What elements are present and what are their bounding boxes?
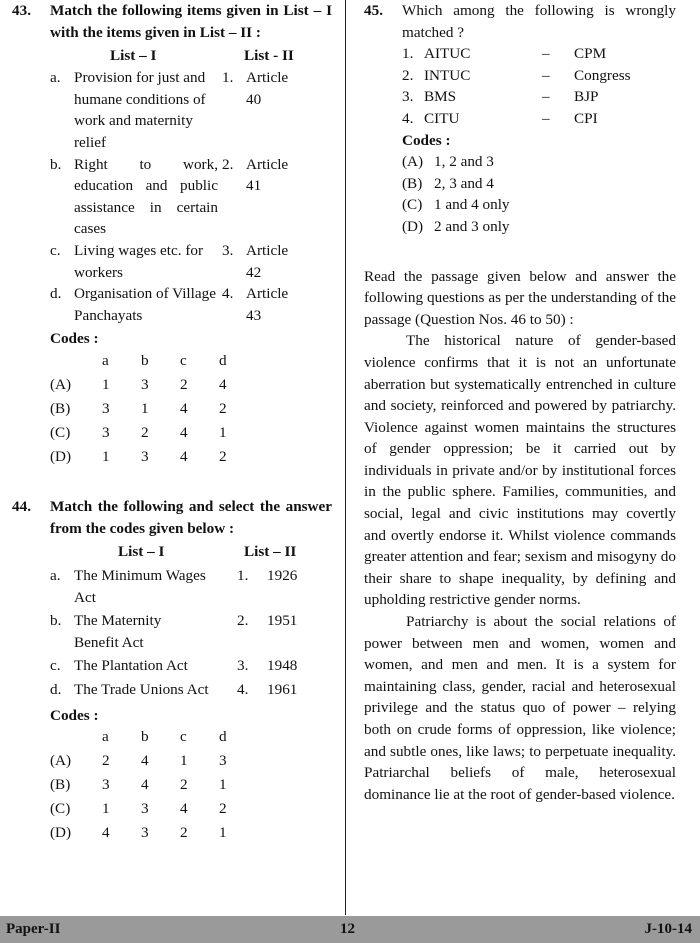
- item-right: Article 42: [246, 241, 289, 281]
- code-option-row: [12, 822, 332, 846]
- code-col-c: c: [180, 351, 187, 369]
- code-value: 4: [180, 399, 188, 417]
- option-label: (B): [402, 174, 423, 192]
- code-col-a: a: [102, 351, 109, 369]
- code-value: 1: [102, 375, 110, 393]
- item-letter: d.: [50, 681, 62, 699]
- item-letter: c.: [50, 241, 61, 259]
- pair-number: 1.: [402, 45, 414, 63]
- code-value: 1: [219, 776, 227, 794]
- code-value: 4: [141, 776, 149, 794]
- item-number: 4.: [237, 681, 249, 699]
- code-value: 1: [180, 752, 188, 770]
- pair-right: CPI: [574, 109, 598, 127]
- item-number: 4.: [222, 285, 234, 303]
- list1-header: List – I: [118, 543, 165, 561]
- pair-row: [364, 43, 676, 65]
- pair-number: 2.: [402, 66, 414, 84]
- code-col-d: d: [219, 351, 227, 369]
- passage-paragraph-1: The historical nature of gender-based violence confirms that it is not an unfortunate aberration but systematically entrenched in culture and society, reinforced and powered by patriarchy. Violence against women maintains the structures of gender oppression; be it carried out by individuals in private and/or by institutional forces in the public sphere. Families, communities, and social, legal and civic institutions may covertly and overtly endorse it. Whilst violence commands greater attention and fear; sexism and misogyny do their share to shape inequality, by defining and upholding restrictive gender norms.: [364, 332, 676, 609]
- code-value: 1: [102, 447, 110, 465]
- code-value: 1: [141, 399, 149, 417]
- match-row-c: [12, 240, 332, 283]
- question-number: 45.: [364, 2, 383, 19]
- pair-left: INTUC: [424, 66, 471, 84]
- code-option-label: (D): [50, 447, 72, 465]
- code-value: 4: [102, 824, 110, 842]
- item-letter: b.: [50, 155, 62, 173]
- item-letter: a.: [50, 69, 61, 87]
- codes-header-row: [12, 350, 332, 374]
- item-text: The Trade Unions Act: [74, 681, 209, 699]
- code-value: 2: [219, 447, 227, 465]
- code-value: 3: [102, 776, 110, 794]
- code-option-label: (C): [50, 423, 71, 441]
- option-text: 1, 2 and 3: [434, 153, 494, 171]
- match-row-b: [12, 154, 332, 240]
- option-text: 1 and 4 only: [434, 196, 510, 214]
- codes-label: Codes :: [50, 330, 99, 348]
- code-value: 3: [141, 800, 149, 818]
- pair-dash: –: [542, 45, 550, 63]
- question-text: Which among the following is wrongly matched ?: [402, 2, 676, 41]
- code-value: 2: [180, 776, 188, 794]
- passage-intro: Read the passage given below and answer the following questions as per the understanding of the passage (Question Nos. 46 to 50) :: [364, 267, 676, 328]
- code-value: 1: [219, 423, 227, 441]
- code-option-row: [12, 750, 332, 774]
- codes-label: Codes :: [402, 131, 451, 149]
- code-value: 2: [180, 375, 188, 393]
- match-row-a: [12, 67, 332, 153]
- code-value: 1: [102, 800, 110, 818]
- code-col-c: c: [180, 728, 187, 746]
- item-text: Living wages etc. for workers: [74, 241, 204, 281]
- match-row-d: [12, 679, 332, 701]
- match-row-a: [12, 565, 332, 608]
- item-right: Article 43: [246, 285, 289, 324]
- item-number: 1.: [237, 567, 249, 585]
- item-right: 1951: [267, 612, 298, 630]
- code-value: 4: [141, 752, 149, 770]
- list1-header: List – I: [110, 47, 157, 65]
- item-text: The Minimum Wages Act: [74, 567, 206, 606]
- pair-right: BJP: [574, 88, 599, 106]
- code-col-a: a: [102, 728, 109, 746]
- match-row-d: [12, 283, 332, 326]
- item-right: Article 41: [246, 155, 289, 195]
- pair-dash: –: [542, 109, 550, 127]
- code-option-label: (B): [50, 776, 71, 794]
- list2-header: List - II: [244, 47, 294, 65]
- question-45: [364, 0, 676, 43]
- code-value: 4: [180, 423, 188, 441]
- code-value: 3: [141, 375, 149, 393]
- code-value: 4: [180, 447, 188, 465]
- option-row: [364, 173, 676, 195]
- page-number: 12: [340, 921, 355, 937]
- option-text: 2, 3 and 4: [434, 174, 494, 192]
- code-option-label: (B): [50, 399, 71, 417]
- option-label: (D): [402, 217, 424, 235]
- item-number: 3.: [237, 657, 249, 675]
- left-column: [12, 0, 332, 915]
- code-col-b: b: [141, 728, 149, 746]
- code-col-b: b: [141, 351, 149, 369]
- codes-grid-43: [12, 350, 332, 470]
- code-option-label: (C): [50, 800, 71, 818]
- question-text: Match the following and select the answer from the codes given below :: [50, 497, 332, 537]
- code-value: 4: [180, 800, 188, 818]
- code-value: 2: [219, 399, 227, 417]
- item-text: The Plantation Act: [74, 657, 188, 675]
- passage-paragraph-2: Patriarchy is about the social relations of power between men and women, women and women, and men and men. It is a system for maintaining class, gender, racial and heterosexual privilege and the status quo of power – relying both on crude forms of oppression, like violence; and subtle ones, like laws; to perpetuate inequality. Patriarchal beliefs of male, heterosexual dominance lie at the root of gender-based violence.: [364, 613, 676, 803]
- item-text: Right to work, education and public assistance in certain cases: [74, 155, 218, 238]
- code-value: 4: [219, 375, 227, 393]
- code-option-row: [12, 422, 332, 446]
- reading-passage: [364, 266, 676, 806]
- code-value: 2: [180, 824, 188, 842]
- code-value: 2: [219, 800, 227, 818]
- code-value: 2: [102, 752, 110, 770]
- list2-header: List – II: [244, 543, 297, 561]
- pairs-list: [364, 43, 676, 129]
- list-headers: [12, 45, 332, 67]
- item-letter: d.: [50, 285, 62, 303]
- pair-left: BMS: [424, 88, 457, 106]
- question-number: 43.: [12, 2, 31, 19]
- codes-header-row: [12, 726, 332, 750]
- options-list: [364, 151, 676, 237]
- item-number: 1.: [222, 69, 234, 87]
- footer-code: J-10-14: [644, 921, 692, 937]
- item-number: 3.: [222, 241, 234, 259]
- item-text: The Maternity Benefit Act: [74, 612, 162, 651]
- item-letter: b.: [50, 612, 62, 630]
- item-number: 2.: [222, 155, 234, 173]
- option-label: (A): [402, 153, 424, 171]
- pair-row: [364, 108, 676, 130]
- code-value: 3: [219, 752, 227, 770]
- pair-number: 3.: [402, 88, 414, 106]
- footer-paper-label: Paper-II: [6, 921, 61, 937]
- item-right: Article 40: [246, 69, 289, 108]
- option-label: (C): [402, 196, 423, 214]
- question-44: [12, 496, 332, 539]
- code-value: 3: [141, 447, 149, 465]
- item-text: Provision for just and humane conditions of work and maternity relief: [74, 69, 206, 151]
- item-letter: a.: [50, 567, 61, 585]
- code-value: 1: [219, 824, 227, 842]
- code-value: 2: [141, 423, 149, 441]
- code-option-label: (D): [50, 824, 72, 842]
- pair-right: CPM: [574, 45, 607, 63]
- match-row-c: [12, 655, 332, 677]
- pair-row: [364, 86, 676, 108]
- pair-right: Congress: [574, 66, 631, 84]
- pair-dash: –: [542, 66, 550, 84]
- code-option-row: [12, 398, 332, 422]
- pair-row: [364, 65, 676, 87]
- right-column: [364, 0, 676, 915]
- code-value: 3: [102, 423, 110, 441]
- code-option-row: [12, 798, 332, 822]
- item-letter: c.: [50, 657, 61, 675]
- code-option-row: [12, 774, 332, 798]
- question-text: Match the following items given in List – I with the items given in List – II :: [50, 2, 332, 41]
- code-option-row: [12, 374, 332, 398]
- pair-number: 4.: [402, 109, 414, 127]
- item-right: 1961: [267, 681, 298, 699]
- option-text: 2 and 3 only: [434, 217, 510, 235]
- item-number: 2.: [237, 612, 249, 630]
- option-row: [364, 151, 676, 173]
- codes-grid-44: [12, 726, 332, 846]
- option-row: [364, 216, 676, 238]
- page-footer: [0, 916, 700, 943]
- question-number: 44.: [12, 497, 31, 515]
- item-right: 1926: [267, 567, 298, 585]
- list-headers: [12, 541, 332, 563]
- question-43: [12, 0, 332, 43]
- pair-left: CITU: [424, 109, 460, 127]
- item-text: Organisation of Village Panchayats: [74, 285, 216, 324]
- code-value: 3: [141, 824, 149, 842]
- column-divider: [345, 0, 346, 915]
- code-value: 3: [102, 399, 110, 417]
- code-option-row: [12, 446, 332, 470]
- codes-label: Codes :: [50, 706, 99, 724]
- pair-dash: –: [542, 88, 550, 106]
- code-option-label: (A): [50, 752, 72, 770]
- option-row: [364, 194, 676, 216]
- code-col-d: d: [219, 728, 227, 746]
- match-row-b: [12, 610, 332, 653]
- item-right: 1948: [267, 657, 298, 675]
- pair-left: AITUC: [424, 45, 471, 63]
- code-option-label: (A): [50, 375, 72, 393]
